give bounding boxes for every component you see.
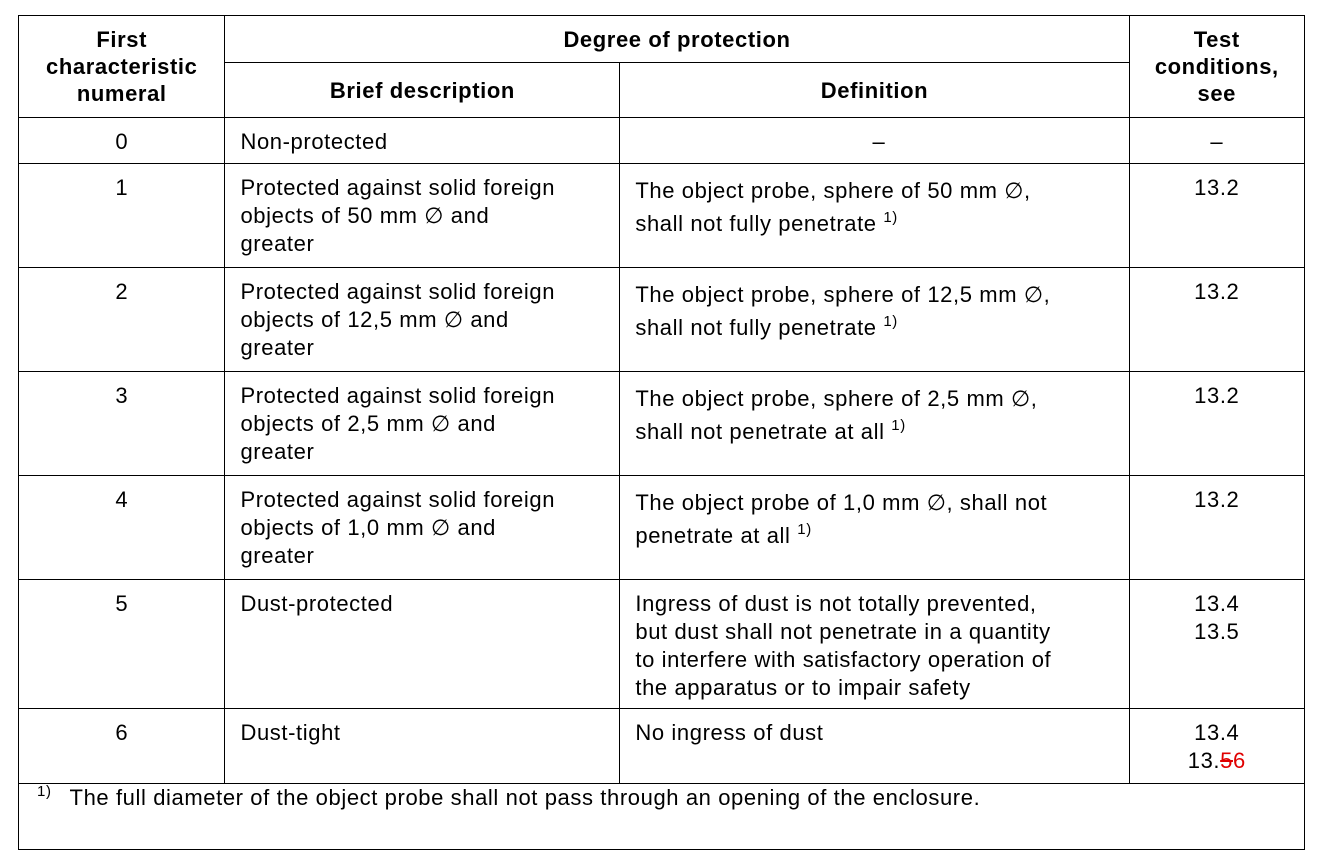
numeral-cell: 3 [115,383,129,408]
definition-cell: The object probe, sphere of 12,5 mm ∅, shall not fully penetrate $^{1)}$ [635,282,1051,340]
test-conditions-cell: 13.4 13.56 [1130,709,1304,775]
table-row [19,709,1305,784]
numeral-cell: 2 [115,279,129,304]
definition-cell: The object probe of 1,0 mm ∅, shall not penetrate at all $^{1)}$ [635,490,1048,548]
footnote-mark: 1) [37,783,52,800]
footnote [19,784,1304,815]
footnote-row [19,784,1305,850]
definition-cell: The object probe, sphere of 2,5 mm ∅, shall not penetrate at all $^{1)}$ [635,386,1038,444]
table-row [19,118,1305,164]
brief-description-cell: Dust-tight [240,720,341,745]
header-first-characteristic-numeral: First characteristic numeral [19,16,225,118]
brief-description-cell: Protected against solid foreign objects of 2,5 mm ∅ and greater [240,383,556,464]
header-brief-description: Brief description [225,63,620,118]
brief-description-cell: Dust-protected [240,591,394,616]
footnote-text: The full diameter of the object probe shall not pass through an opening of the enclosure. [69,785,981,810]
definition-cell: Ingress of dust is not totally prevented, but dust shall not penetrate in a quantity to interfere with satisfactory operation of the apparatus or to impair safety [635,591,1052,700]
numeral-cell: 0 [115,129,129,154]
brief-description-cell: Protected against solid foreign objects of 1,0 mm ∅ and greater [240,487,556,568]
test-conditions-cell: – [1210,129,1224,154]
protection-degree-table [18,15,1305,850]
test-conditions-cell: 13.2 [1194,175,1240,200]
footnote-ref: 1) [883,209,898,226]
footnote-ref: 1) [891,417,906,434]
header-degree-of-protection: Degree of protection [225,16,1129,63]
numeral-cell: 4 [115,487,129,512]
table-row [19,268,1305,372]
definition-cell: No ingress of dust [635,720,824,745]
footnote-ref: 1) [883,313,898,330]
inserted-text: 6 [1232,748,1246,773]
table-row [19,164,1305,268]
table-row [19,372,1305,476]
header-test-conditions: Test conditions, see [1129,16,1304,118]
table-row [19,476,1305,580]
brief-description-cell: Non-protected [240,129,388,154]
deleted-text: 5 [1220,748,1233,773]
definition-cell: – [872,129,886,154]
brief-description-cell: Protected against solid foreign objects of 12,5 mm ∅ and greater [240,279,556,360]
test-conditions-cell: 13.2 [1194,383,1240,408]
tracked-change-reference: 13.56 [1187,748,1246,773]
table-row [19,580,1305,709]
brief-description-cell: Protected against solid foreign objects of 50 mm ∅ and greater [240,175,556,256]
test-conditions-cell: 13.4 13.5 [1194,591,1240,644]
header-definition: Definition [620,63,1129,118]
test-conditions-cell: 13.2 [1194,279,1240,304]
numeral-cell: 5 [115,591,129,616]
numeral-cell: 6 [115,720,129,745]
test-conditions-cell: 13.2 [1194,487,1240,512]
footnote-ref: 1) [797,521,812,538]
numeral-cell: 1 [115,175,129,200]
definition-cell: The object probe, sphere of 50 mm ∅, shall not fully penetrate $^{1)}$ [635,178,1031,236]
